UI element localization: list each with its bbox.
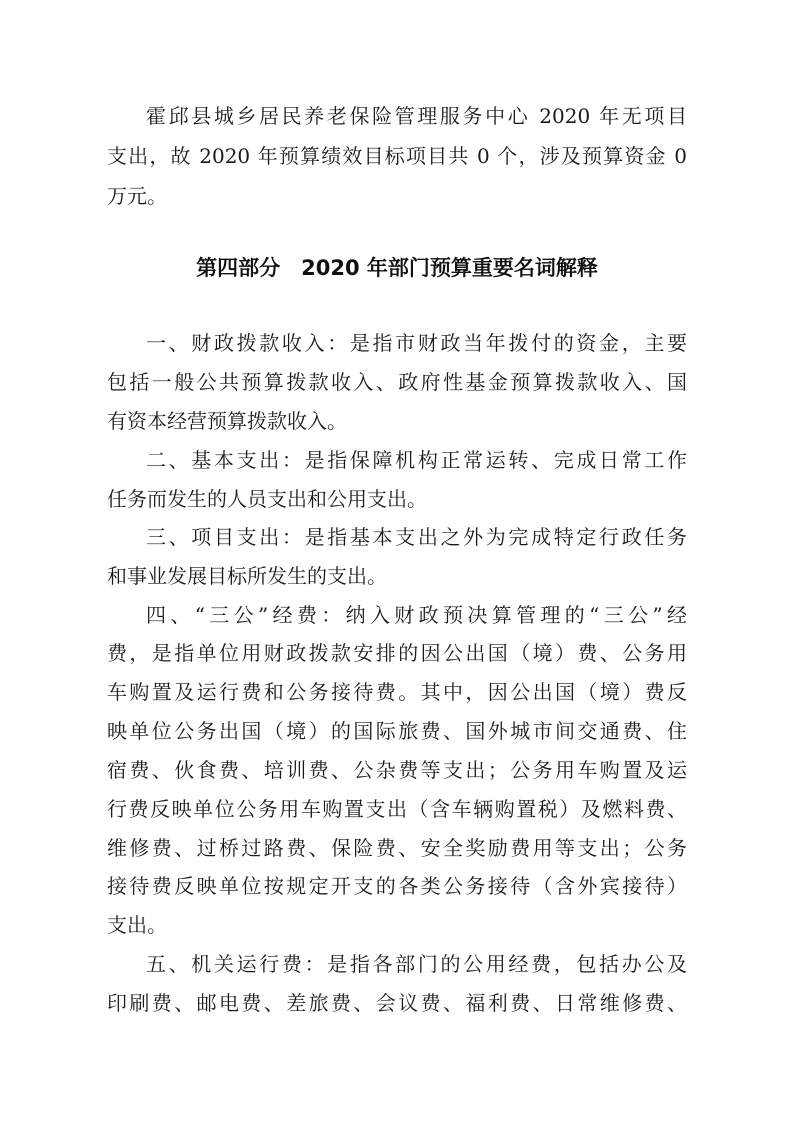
text-line: 和事业发展目标所发生的支出。 bbox=[107, 564, 387, 588]
text-line: 任务而发生的人员支出和公用支出。 bbox=[107, 487, 427, 511]
section-heading: 第四部分 2020 年部门预算重要名词解释 bbox=[196, 256, 598, 280]
text-line: 映单位公务出国（境）的国际旅费、国外城市间交通费、住 bbox=[107, 719, 687, 743]
text-line: 三、项目支出：是指基本支出之外为完成特定行政任务 bbox=[146, 525, 687, 549]
text-line: 行费反映单位公务用车购置支出（含车辆购置税）及燃料费、 bbox=[107, 797, 687, 821]
text-line: 车购置及运行费和公务接待费。其中，因公出国（境）费反 bbox=[107, 680, 687, 704]
text-line: 五、机关运行费：是指各部门的公用经费，包括办公及 bbox=[146, 952, 687, 976]
text-line: 宿费、伙食费、培训费、公杂费等支出；公务用车购置及运 bbox=[107, 758, 687, 782]
text-line: 费，是指单位用财政拨款安排的因公出国（境）费、公务用 bbox=[107, 641, 687, 665]
text-line: 包括一般公共预算拨款收入、政府性基金预算拨款收入、国 bbox=[107, 370, 687, 394]
text-line: 一、财政拨款收入：是指市财政当年拨付的资金，主要 bbox=[146, 331, 687, 355]
text-line: 支出，故 2020 年预算绩效目标项目共 0 个，涉及预算资金 0 bbox=[107, 144, 687, 168]
text-line: 支出。 bbox=[107, 913, 167, 937]
text-line: 维修费、过桥过路费、保险费、安全奖励费用等支出；公务 bbox=[107, 836, 687, 860]
text-line: 有资本经营预算拨款收入。 bbox=[107, 409, 347, 433]
text-line: 接待费反映单位按规定开支的各类公务接待（含外宾接待） bbox=[107, 874, 687, 898]
text-line: 二、基本支出：是指保障机构正常运转、完成日常工作 bbox=[146, 448, 687, 472]
text-line: 霍邱县城乡居民养老保险管理服务中心 2020 年无项目 bbox=[146, 104, 687, 128]
text-line: 印刷费、邮电费、差旅费、会议费、福利费、日常维修费、 bbox=[107, 991, 687, 1015]
text-line: 万元。 bbox=[107, 184, 167, 208]
text-line: 四、“三公”经费：纳入财政预决算管理的“三公”经 bbox=[146, 603, 687, 627]
